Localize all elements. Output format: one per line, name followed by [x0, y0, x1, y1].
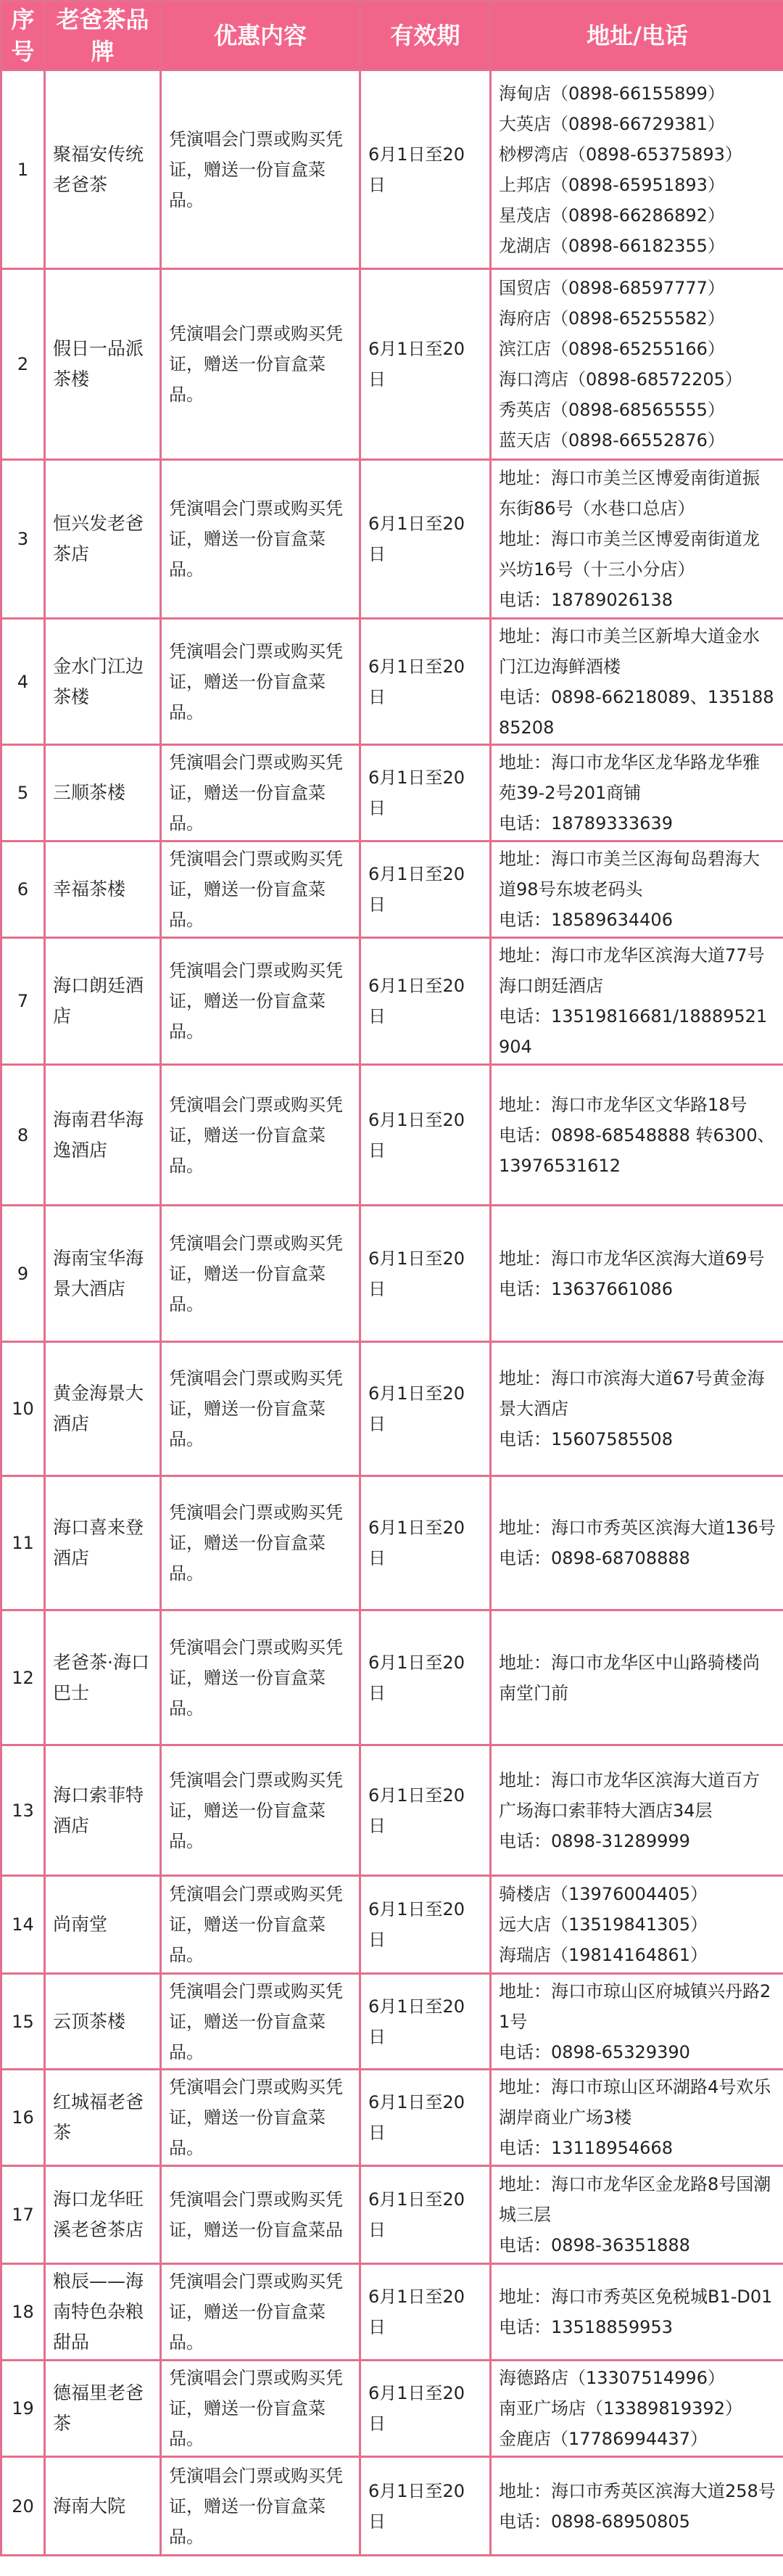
table-row — [1, 619, 783, 745]
row-valid: 6月1日至20日 — [360, 2166, 491, 2264]
row-address: 海德路店（13307514996） 南亚广场店（13389819392） 金鹿店（17786994437） — [491, 2361, 783, 2457]
row-valid: 6月1日至20日 — [360, 1974, 491, 2070]
row-offer: 凭演唱会门票或购买凭证，赠送一份盲盒菜品。 — [161, 460, 360, 619]
row-valid: 6月1日至20日 — [360, 1476, 491, 1610]
row-brand: 金水门江边茶楼 — [45, 619, 161, 745]
table-row — [1, 1745, 783, 1876]
row-offer: 凭演唱会门票或购买凭证，赠送一份盲盒菜品。 — [161, 841, 360, 938]
table-row — [1, 460, 783, 619]
row-offer: 凭演唱会门票或购买凭证，赠送一份盲盒菜品。 — [161, 2361, 360, 2457]
row-address: 地址：海口市秀英区滨海大道258号 电话：0898-68950805 — [491, 2457, 783, 2556]
row-address: 地址：海口市龙华区文华路18号 电话：0898-68548888 转6300、13976531612 — [491, 1065, 783, 1206]
table-row — [1, 2457, 783, 2556]
row-address: 地址：海口市美兰区博爱南街道振东街86号（水巷口总店） 地址：海口市美兰区博爱南街道龙兴坊16号（十三小分店） 电话：18789026138 — [491, 460, 783, 619]
row-index: 17 — [1, 2166, 45, 2264]
row-brand: 海南大院 — [45, 2457, 161, 2556]
row-brand: 黄金海景大酒店 — [45, 1342, 161, 1476]
row-offer: 凭演唱会门票或购买凭证，赠送一份盲盒菜品。 — [161, 619, 360, 745]
row-valid: 6月1日至20日 — [360, 1876, 491, 1974]
row-valid: 6月1日至20日 — [360, 2457, 491, 2556]
row-offer: 凭演唱会门票或购买凭证，赠送一份盲盒菜品。 — [161, 2457, 360, 2556]
header-address: 地址/电话 — [491, 1, 783, 70]
table-row — [1, 841, 783, 938]
row-valid: 6月1日至20日 — [360, 619, 491, 745]
row-brand: 海南宝华海景大酒店 — [45, 1206, 161, 1342]
row-valid: 6月1日至20日 — [360, 1745, 491, 1876]
row-index: 2 — [1, 269, 45, 460]
table-row — [1, 1876, 783, 1974]
row-brand: 德福里老爸茶 — [45, 2361, 161, 2457]
row-brand: 三顺茶楼 — [45, 745, 161, 841]
row-valid: 6月1日至20日 — [360, 1342, 491, 1476]
row-index: 18 — [1, 2264, 45, 2361]
table-row — [1, 938, 783, 1065]
row-address: 海甸店（0898-66155899） 大英店（0898-66729381） 桫椤湾店（0898-65375893） 上邦店（0898-65951893） 星茂店（0898-66286892） 龙湖店（0898-66182355） — [491, 70, 783, 269]
row-offer: 凭演唱会门票或购买凭证，赠送一份盲盒菜品。 — [161, 1745, 360, 1876]
row-address: 地址：海口市龙华区龙华路龙华雅苑39-2号201商铺 电话：18789333639 — [491, 745, 783, 841]
row-brand: 老爸茶·海口巴士 — [45, 1610, 161, 1745]
row-brand: 红城福老爸茶 — [45, 2070, 161, 2166]
row-address: 地址：海口市滨海大道67号黄金海景大酒店 电话：15607585508 — [491, 1342, 783, 1476]
row-address: 地址：海口市美兰区海甸岛碧海大道98号东坡老码头 电话：18589634406 — [491, 841, 783, 938]
row-address: 地址：海口市龙华区金龙路8号国潮城三层 电话：0898-36351888 — [491, 2166, 783, 2264]
row-valid: 6月1日至20日 — [360, 841, 491, 938]
table-row — [1, 745, 783, 841]
row-address: 地址：海口市琼山区府城镇兴丹路21号 电话：0898-65329390 — [491, 1974, 783, 2070]
row-brand: 海南君华海逸酒店 — [45, 1065, 161, 1206]
row-valid: 6月1日至20日 — [360, 1065, 491, 1206]
row-index: 4 — [1, 619, 45, 745]
row-offer: 凭演唱会门票或购买凭证，赠送一份盲盒菜品 — [161, 2166, 360, 2264]
row-valid: 6月1日至20日 — [360, 938, 491, 1065]
row-brand: 尚南堂 — [45, 1876, 161, 1974]
header-row — [1, 1, 783, 70]
row-valid: 6月1日至20日 — [360, 2264, 491, 2361]
row-offer: 凭演唱会门票或购买凭证，赠送一份盲盒菜品。 — [161, 70, 360, 269]
row-valid: 6月1日至20日 — [360, 1610, 491, 1745]
row-index: 19 — [1, 2361, 45, 2457]
row-offer: 凭演唱会门票或购买凭证，赠送一份盲盒菜品。 — [161, 1342, 360, 1476]
row-address: 地址：海口市龙华区滨海大道77号海口朗廷酒店 电话：13519816681/18889521904 — [491, 938, 783, 1065]
table-row — [1, 1342, 783, 1476]
row-index: 3 — [1, 460, 45, 619]
row-valid: 6月1日至20日 — [360, 2361, 491, 2457]
row-valid: 6月1日至20日 — [360, 269, 491, 460]
header-index: 序号 — [1, 1, 45, 70]
table-body — [1, 70, 783, 2556]
row-valid: 6月1日至20日 — [360, 460, 491, 619]
row-brand: 海口索菲特酒店 — [45, 1745, 161, 1876]
row-index: 9 — [1, 1206, 45, 1342]
row-offer: 凭演唱会门票或购买凭证，赠送一份盲盒菜品。 — [161, 269, 360, 460]
row-offer: 凭演唱会门票或购买凭证，赠送一份盲盒菜品。 — [161, 1974, 360, 2070]
row-offer: 凭演唱会门票或购买凭证，赠送一份盲盒菜品。 — [161, 1476, 360, 1610]
table-row — [1, 2166, 783, 2264]
row-brand: 海口朗廷酒店 — [45, 938, 161, 1065]
row-offer: 凭演唱会门票或购买凭证，赠送一份盲盒菜品。 — [161, 2264, 360, 2361]
row-offer: 凭演唱会门票或购买凭证，赠送一份盲盒菜品。 — [161, 1206, 360, 1342]
row-brand: 云顶茶楼 — [45, 1974, 161, 2070]
row-offer: 凭演唱会门票或购买凭证，赠送一份盲盒菜品。 — [161, 745, 360, 841]
row-index: 1 — [1, 70, 45, 269]
row-address: 地址：海口市龙华区中山路骑楼尚南堂门前 — [491, 1610, 783, 1745]
row-index: 5 — [1, 745, 45, 841]
row-index: 15 — [1, 1974, 45, 2070]
row-brand: 假日一品派茶楼 — [45, 269, 161, 460]
table-row — [1, 2361, 783, 2457]
row-brand: 海口龙华旺溪老爸茶店 — [45, 2166, 161, 2264]
row-valid: 6月1日至20日 — [360, 1206, 491, 1342]
table-row — [1, 1065, 783, 1206]
row-index: 7 — [1, 938, 45, 1065]
row-index: 11 — [1, 1476, 45, 1610]
row-address: 地址：海口市琼山区环湖路4号欢乐湖岸商业广场3楼 电话：13118954668 — [491, 2070, 783, 2166]
row-brand: 恒兴发老爸茶店 — [45, 460, 161, 619]
row-address: 国贸店（0898-68597777） 海府店（0898-65255582） 滨江店（0898-65255166） 海口湾店（0898-68572205） 秀英店（0898-68565555） 蓝天店（0898-66552876） — [491, 269, 783, 460]
row-brand: 海口喜来登酒店 — [45, 1476, 161, 1610]
row-offer: 凭演唱会门票或购买凭证，赠送一份盲盒菜品。 — [161, 1876, 360, 1974]
table-row — [1, 2264, 783, 2361]
row-offer: 凭演唱会门票或购买凭证，赠送一份盲盒菜品。 — [161, 2070, 360, 2166]
row-index: 6 — [1, 841, 45, 938]
table-row — [1, 269, 783, 460]
row-offer: 凭演唱会门票或购买凭证，赠送一份盲盒菜品。 — [161, 1610, 360, 1745]
row-brand: 幸福茶楼 — [45, 841, 161, 938]
header-brand: 老爸茶品牌 — [45, 1, 161, 70]
row-address: 地址：海口市秀英区免税城B1-D01 电话：13518859953 — [491, 2264, 783, 2361]
row-offer: 凭演唱会门票或购买凭证，赠送一份盲盒菜品。 — [161, 938, 360, 1065]
table-row — [1, 2070, 783, 2166]
row-address: 地址：海口市美兰区新埠大道金水门江边海鲜酒楼 电话：0898-66218089、13518885208 — [491, 619, 783, 745]
row-address: 地址：海口市龙华区滨海大道69号 电话：13637661086 — [491, 1206, 783, 1342]
row-index: 14 — [1, 1876, 45, 1974]
row-index: 8 — [1, 1065, 45, 1206]
row-index: 12 — [1, 1610, 45, 1745]
header-valid: 有效期 — [360, 1, 491, 70]
row-brand: 粮辰——海南特色杂粮甜品 — [45, 2264, 161, 2361]
row-index: 13 — [1, 1745, 45, 1876]
table-row — [1, 1206, 783, 1342]
row-address: 地址：海口市龙华区滨海大道百方广场海口索菲特大酒店34层 电话：0898-31289999 — [491, 1745, 783, 1876]
row-offer: 凭演唱会门票或购买凭证，赠送一份盲盒菜品。 — [161, 1065, 360, 1206]
table-row — [1, 1610, 783, 1745]
header-offer: 优惠内容 — [161, 1, 360, 70]
row-valid: 6月1日至20日 — [360, 70, 491, 269]
row-index: 10 — [1, 1342, 45, 1476]
table-row — [1, 70, 783, 269]
row-valid: 6月1日至20日 — [360, 745, 491, 841]
row-address: 地址：海口市秀英区滨海大道136号 电话：0898-68708888 — [491, 1476, 783, 1610]
row-index: 20 — [1, 2457, 45, 2556]
row-valid: 6月1日至20日 — [360, 2070, 491, 2166]
row-index: 16 — [1, 2070, 45, 2166]
row-brand: 聚福安传统老爸茶 — [45, 70, 161, 269]
table-row — [1, 1476, 783, 1610]
row-address: 骑楼店（13976004405） 远大店（13519841305） 海瑞店（19814164861） — [491, 1876, 783, 1974]
table-row — [1, 1974, 783, 2070]
